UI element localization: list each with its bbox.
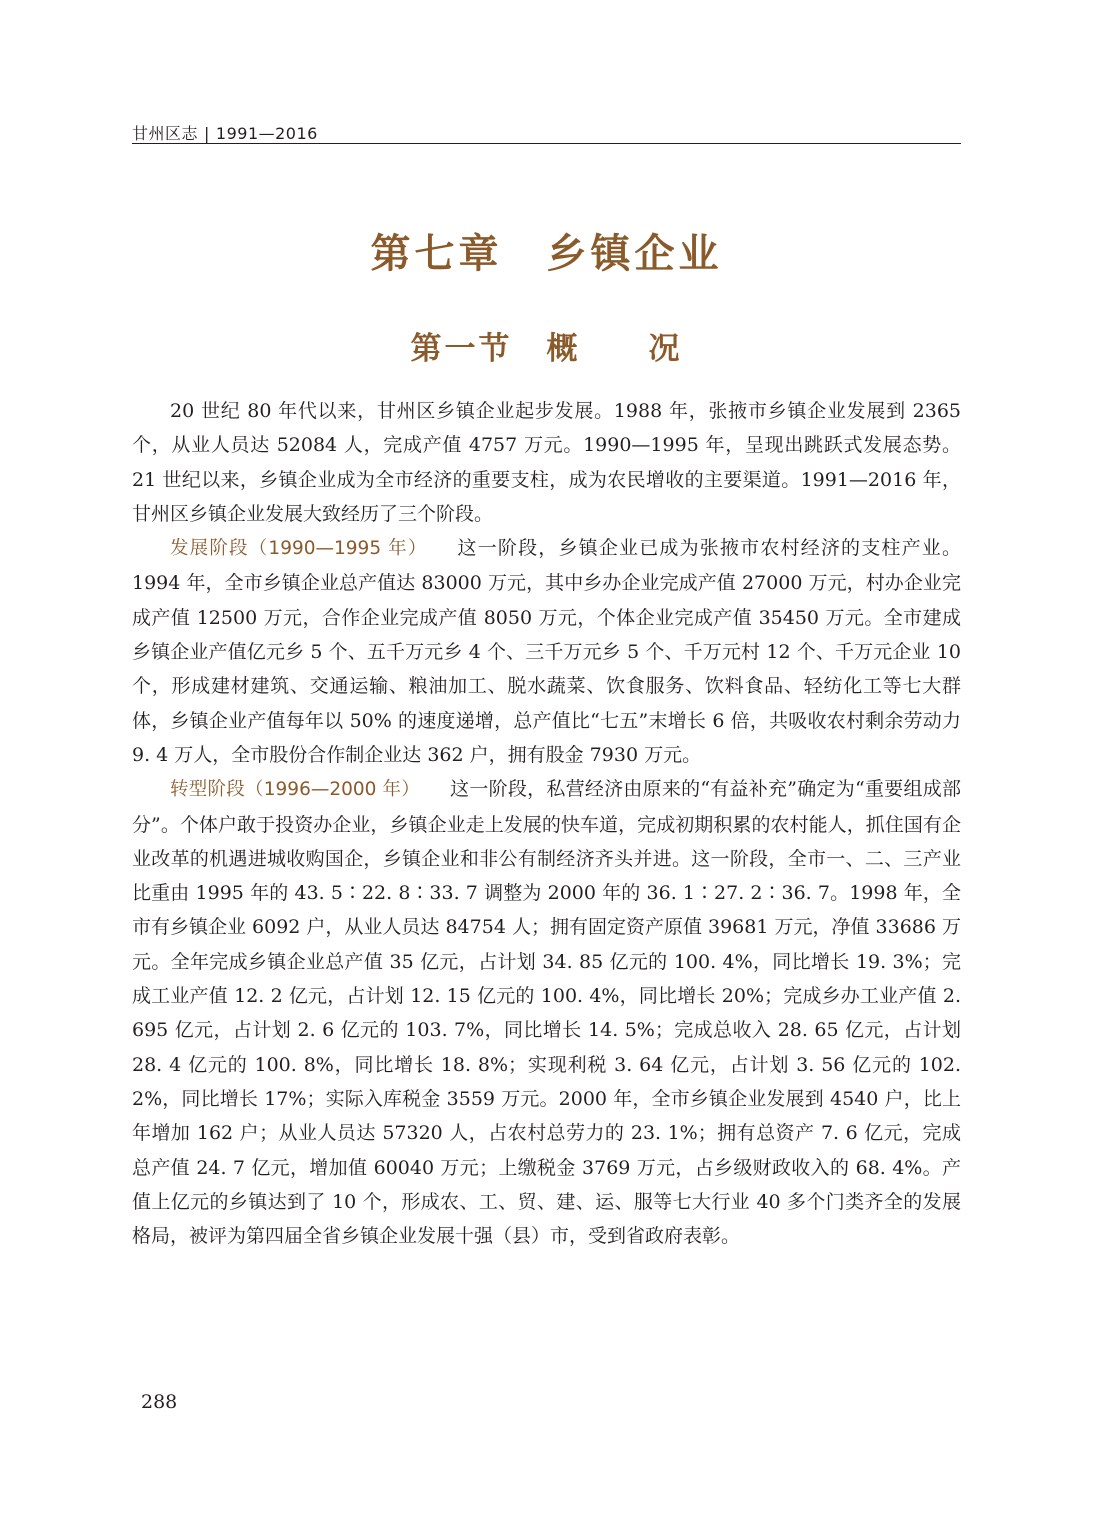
book-title: 甘州区志 xyxy=(132,124,199,143)
stage-heading: 转型阶段（1996—2000 年） xyxy=(170,779,421,801)
header-rule xyxy=(132,143,961,144)
chapter-title: 第七章 乡镇企业 xyxy=(370,231,723,277)
page-number: 288 xyxy=(141,1391,178,1413)
body-text xyxy=(132,394,961,1253)
section-title: 第一节 概 况 xyxy=(410,331,683,367)
paragraph-intro xyxy=(132,394,961,531)
paragraph-text: 这一阶段，私营经济由原来的“有益补充”确定为“重要组成部分”。个体户敢于投资办企业，乡镇企业走上发展的快车道，完成初期积累的农村能人，抓住国有企业改革的机遇进城收购国企，乡镇企业和非公有制经济齐头并进。这一阶段，全市一、二、三产业比重由 1995 年的 43. 5∶22. 8∶33. 7 调整为 2000 年的 36. 1∶27. 2∶36. 7。1998 年，全市有乡镇企业 6092 户，从业人员达 84754 人；拥有固定资产原值 39681 万元，净值 33686 万元。全年完成乡镇企业总产值 35 亿元，占计划 34. 85 亿元的 100. 4%，同比增长 19. 3%；完成工业产值 12. 2 亿元，占计划 12. 15 亿元的 100. 4%，同比增长 20%；完成乡办工业产值 2. 695 亿元，占计划 2. 6 亿元的 103. 7%，同比增长 14. 5%；完成总收入 28. 65 亿元，占计划 28. 4 亿元的 100. 8%，同比增长 18. 8%；实现利税 3. 64 亿元，占计划 3. 56 亿元的 102. 2%，同比增长 17%；实际入库税金 3559 万元。2000 年，全市乡镇企业发展到 4540 户，比上年增加 162 户；从业人员达 57320 人，占农村总劳力的 23. 1%；拥有总资产 7. 6 亿元，完成总产值 24. 7 亿元，增加值 60040 万元；上缴税金 3769 万元，占乡级财政收入的 68. 4%。产值上亿元的乡镇达到了 10 个，形成农、工、贸、建、运、服等七大行业 40 多个门类齐全的发展格局，被评为第四届全省乡镇企业发展十强（县）市，受到省政府表彰。 xyxy=(132,778,961,1248)
stage-heading: 发展阶段（1990—1995 年） xyxy=(170,538,428,560)
header-separator: | xyxy=(204,124,210,143)
running-header xyxy=(132,121,318,144)
paragraph-development-stage xyxy=(132,531,961,772)
paragraph-text: 这一阶段，乡镇企业已成为张掖市农村经济的支柱产业。1994 年，全市乡镇企业总产值达 83000 万元，其中乡办企业完成产值 27000 万元，村办企业完成产值 12500 万元，合作企业完成产值 8050 万元，个体企业完成产值 35450 万元。全市建成乡镇企业产值亿元乡 5 个、五千万元乡 4 个、三千万元乡 5 个、千万元村 12 个、千万元企业 10 个，形成建材建筑、交通运输、粮油加工、脱水蔬菜、饮食服务、饮料食品、轻纺化工等七大群体，乡镇企业产值每年以 50% 的速度递增，总产值比“七五”末增长 6 倍，共吸收农村剩余劳动力 9. 4 万人，全市股份合作制企业达 362 户，拥有股金 7930 万元。 xyxy=(132,537,961,766)
paragraph-text: 20 世纪 80 年代以来，甘州区乡镇企业起步发展。1988 年，张掖市乡镇企业发展到 2365 个，从业人员达 52084 人，完成产值 4757 万元。1990—1995 年，呈现出跳跃式发展态势。21 世纪以来，乡镇企业成为全市经济的重要支柱，成为农民增收的主要渠道。1991—2016 年，甘州区乡镇企业发展大致经历了三个阶段。 xyxy=(132,400,961,525)
paragraph-transformation-stage xyxy=(132,772,961,1253)
header-years: 1991—2016 xyxy=(215,124,318,143)
